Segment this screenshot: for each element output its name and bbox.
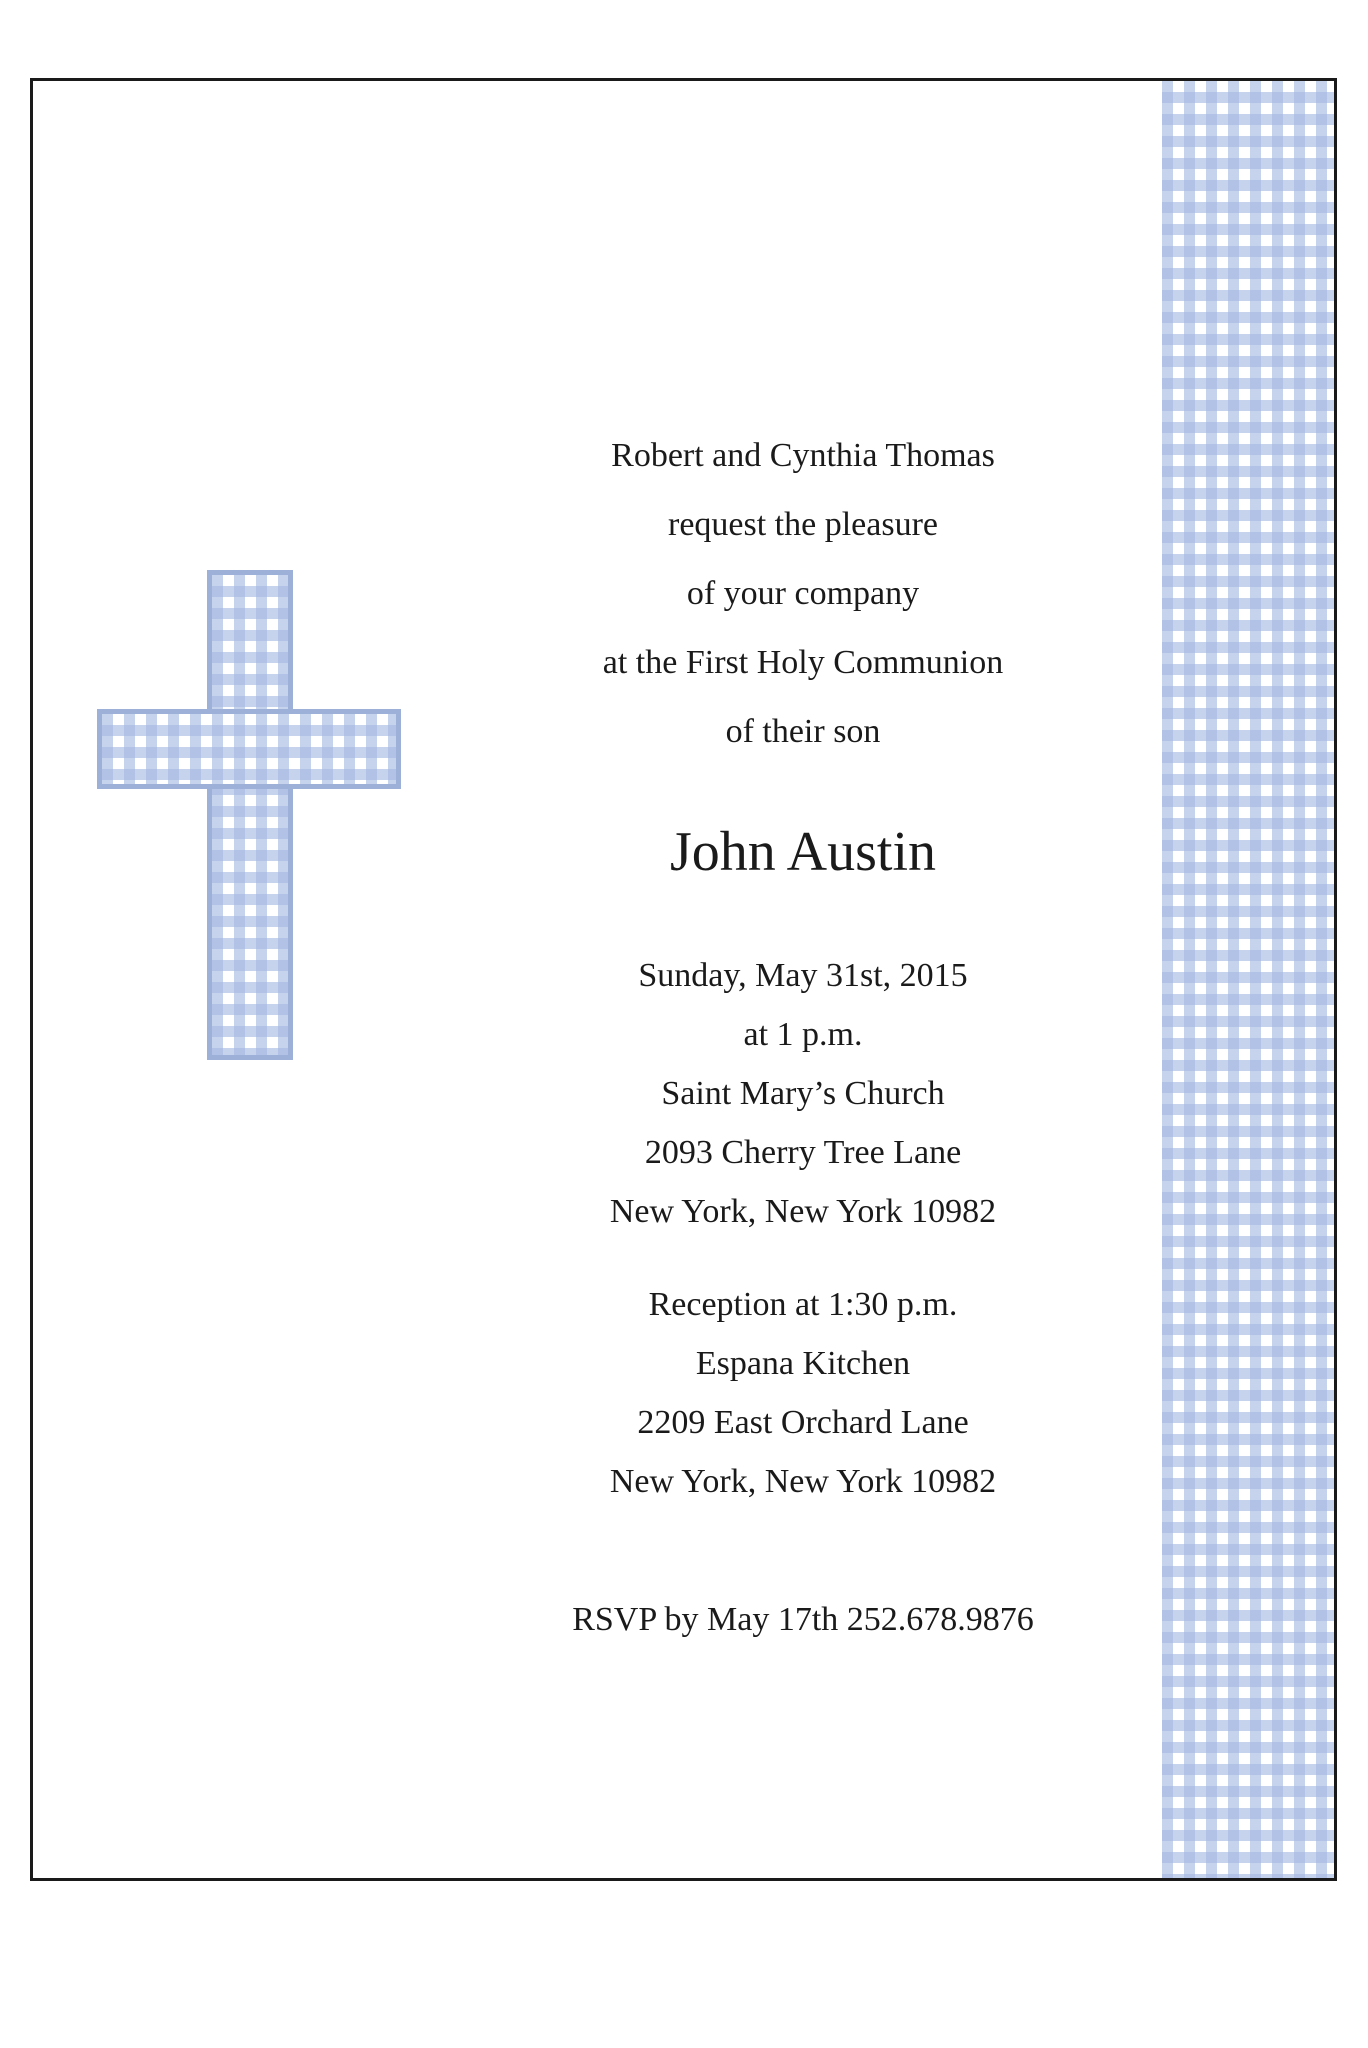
honoree-name: John Austin bbox=[669, 821, 937, 883]
reception-city: New York, New York 10982 bbox=[609, 1463, 997, 1500]
ceremony-city: New York, New York 10982 bbox=[609, 1193, 997, 1230]
company-line: of your company bbox=[686, 575, 920, 612]
request-line: request the pleasure bbox=[668, 506, 938, 543]
cross-icon bbox=[97, 570, 401, 1060]
rsvp bbox=[493, 1603, 1113, 1637]
rsvp-line: RSVP by May 17th 252.678.9876 bbox=[572, 1601, 1034, 1638]
reception-street: 2209 East Orchard Lane bbox=[637, 1404, 969, 1441]
ceremony-time: at 1 p.m. bbox=[743, 1016, 863, 1053]
honoree bbox=[493, 821, 1113, 883]
gingham-border-stripe bbox=[1162, 81, 1334, 1878]
ceremony-venue: Saint Mary’s Church bbox=[661, 1075, 945, 1112]
cross-vertical-beam bbox=[207, 570, 293, 1060]
hosts-line: Robert and Cynthia Thomas bbox=[611, 437, 995, 474]
ceremony-date: Sunday, May 31st, 2015 bbox=[638, 957, 968, 994]
ceremony-street: 2093 Cherry Tree Lane bbox=[644, 1134, 962, 1171]
reception-time: Reception at 1:30 p.m. bbox=[648, 1286, 958, 1323]
relation-line: of their son bbox=[725, 713, 881, 750]
reception-venue: Espana Kitchen bbox=[695, 1345, 911, 1382]
invitation-card bbox=[30, 78, 1337, 1881]
occasion-line: at the First Holy Communion bbox=[602, 644, 1004, 681]
cross-joint bbox=[212, 714, 288, 784]
